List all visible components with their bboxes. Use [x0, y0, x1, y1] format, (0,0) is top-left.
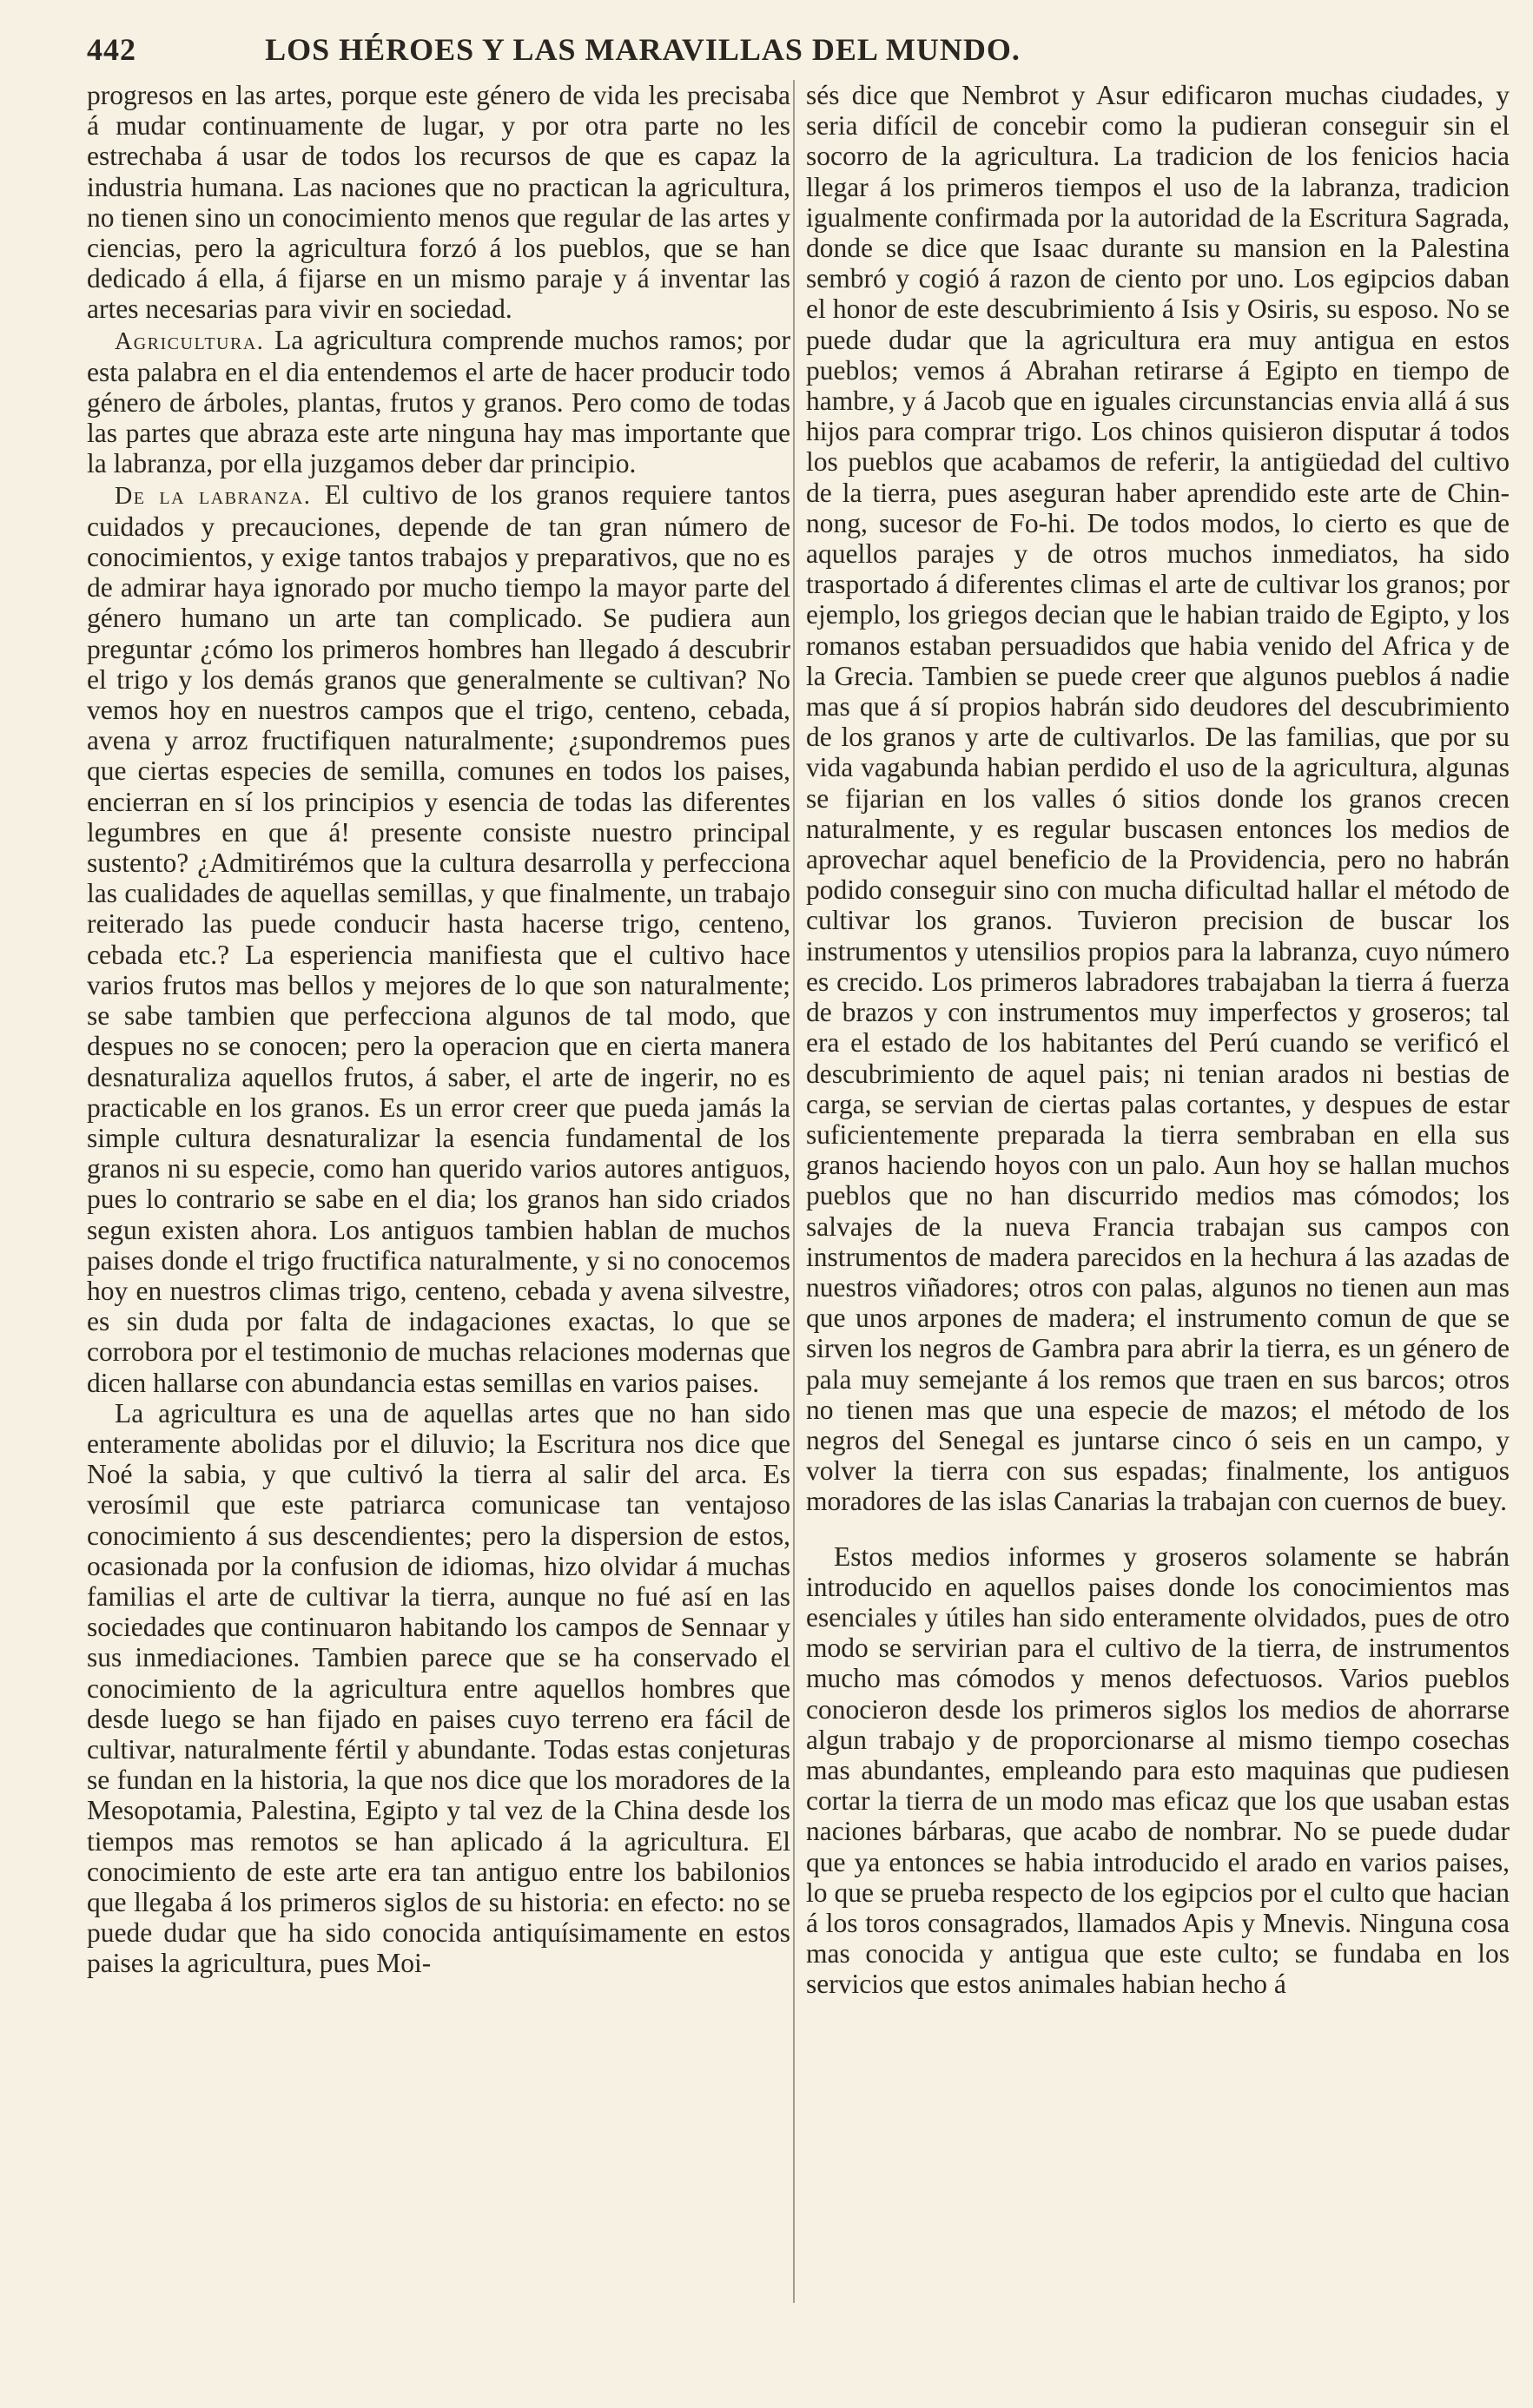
paragraph: Estos medios informes y groseros solamente se habrán introducido en aquellos paises donde los conocimientos mas esenciales y útiles han sido enteramente olvidados, pues de otro modo se servirian para el cultivo de la tierra, de instrumentos mucho mas cómodos y menos defectuosos. Varios pueblos conocieron desde los primeros siglos los medios de ahorrarse algun trabajo y de proporcionarse al mismo tiempo cosechas mas abundantes, empleando para esto maquinas que pudiesen cortar la tierra de un modo mas eficaz que los que usaban estas naciones bárbaras, que acabo de nombrar. No se puede dudar que ya entonces se habia introducido el arado en varios paises, lo que se prueba respecto de los egipcios por el culto que hacian á los toros consagrados, llamados Apis y Mnevis. Ninguna cosa mas conocida y antigua que este culto; se fundaba en los servicios que estos animales habian hecho á	[806, 1540, 1510, 2000]
page-number: 442	[87, 32, 136, 67]
right-column	[806, 80, 1510, 2000]
paragraph: sés dice que Nembrot y Asur edificaron muchas ciudades, y seria difícil de concebir como la pudieran conseguir sin el socorro de la agricultura. La tradicion de los fenicios hacia llegar á los primeros tiempos el uso de la labranza, tradicion igualmente confirmada por la autoridad de la Escritura Sagrada, donde se dice que Isaac durante su mansion en la Palestina sembró y cogió á razon de ciento por uno. Los egipcios daban el honor de este descubrimiento á Isis y Osiris, su esposo. No se puede dudar que la agricultura era muy antigua en estos pueblos; vemos á Abrahan retirarse á Egipto en tiempo de hambre, y á Jacob que en iguales circunstancias envia allá á sus hijos para comprar trigo. Los chinos quisieron disputar á todos los pueblos que acabamos de referir, la antigüedad del cultivo de la tierra, pues aseguran haber aprendido este arte de Chin-nong, sucesor de Fo-hi. De todos modos, lo cierto es que de aquellos parajes y de otros muchos inmediatos, ha sido trasportado á diferentes climas el arte de cultivar los granos; por ejemplo, los griegos decian que le habian traido de Egipto, y los romanos estaban persuadidos que habia venido del Africa y de la Grecia. Tambien se puede creer que algunos pueblos á nadie mas que á sí propios habrán sido deudores del descubrimiento de los granos y arte de cultivarlos. De las familias, que por su vida vagabunda habian perdido el uso de la agricultura, algunas se fijarian en los valles ó sitios donde los granos crecen naturalmente, y es regular buscasen entonces los medios de aprovechar aquel beneficio de la Providencia, pero no habrán podido conseguir sino con mucha dificultad hallar el método de cultivar los granos. Tuvieron precision de buscar los instrumentos y utensilios propios para la labranza, cuyo número es crecido. Los primeros labradores trabajaban la tierra á fuerza de brazos y con instrumentos muy imperfectos y groseros; tal era el estado de los habitantes del Perú cuando se verificó el descubrimiento de aquel pais; ni tenian arados ni bestias de carga, se servian de ciertas palas cortantes, y despues de estar suficientemente preparada la tierra sembraban en ella sus granos haciendo hoyos con un palo. Aun hoy se hallan muchos pueblos que no han discurrido medios mas cómodos; los salvajes de la nueva Francia trabajan sus campos con instrumentos de madera parecidos en la hechura á las azadas de nuestros viñadores; otros con palas, algunos no tienen aun mas que unos arpones de madera; el instrumento comun de que se sirven los negros de Gambra para abrir la tierra, es un género de pala muy semejante á los remos que traen en sus barcos; otros no tienen mas que una especie de mazos; el método de los negros del Senegal es juntarse cinco ó seis en un campo, y volver la tierra con sus espadas; finalmente, los antiguos moradores de las islas Canarias la trabajan con cuernos de buey.	[806, 80, 1510, 1517]
section-text: La agricultura comprende muchos ramos; por esta palabra en el dia entendemos el arte de hacer producir todo género de árboles, plantas, frutos y granos. Pero como de todas las partes que abraza este arte ninguna hay mas importante que la labranza, por ella juzgamos deber dar principio.	[87, 324, 790, 479]
column-divider	[793, 80, 795, 2303]
section-heading: Agricultura.	[115, 327, 265, 355]
labranza-section	[87, 479, 790, 1398]
section-heading: De la labranza.	[115, 482, 312, 510]
paragraph: La agricultura es una de aquellas artes que no han sido enteramente abolidas por el diluvio; la Escritura nos dice que Noé la sabia, y que cultivó la tierra al salir del arca. Es verosímil que este patriarca comunicase tan ventajoso conocimiento á sus descendientes; pero la dispersion de estos, ocasionada por la confusion de idiomas, hizo olvidar á muchas familias el arte de cultivar la tierra, aunque no fué así en las sociedades que continuaron habitando los campos de Sennaar y sus inmediaciones. Tambien parece que se ha conservado el conocimiento de la agricultura entre aquellos hombres que desde luego se han fijado en paises cuyo terreno era fácil de cultivar, naturalmente fértil y abundante. Todas estas conjeturas se fundan en la historia, la que nos dice que los moradores de la Mesopotamia, Palestina, Egipto y tal vez de la China desde los tiempos mas remotos se han aplicado á la agricultura. El conocimiento de este arte era tan antiguo entre los babilonios que llegaba á los primeros siglos de su historia: en efecto: no se puede dudar que ha sido conocida antiquísimamente en estos paises la agricultura, pues Moi-	[87, 1397, 790, 1979]
left-column	[87, 80, 790, 1979]
running-header	[87, 26, 1477, 78]
section-text: El cultivo de los granos requiere tantos cuidados y precauciones, depende de tan gran número de conocimientos, y exige tantos trabajos y preparativos, que no es de admirar haya ignorado por mucho tiempo la mayor parte del género humano un arte tan complicado. Se pudiera aun preguntar ¿cómo los primeros hombres han llegado á descubrir el trigo y los demás granos que generalmente se cultivan? No vemos hoy en nuestros campos que el trigo, centeno, cebada, avena y arroz fructifiquen naturalmente; ¿supondremos pues que ciertas especies de semilla, comunes en todos los paises, encierran en sí los principios y esencia de todas las diferentes legumbres en que á! presente consiste nuestro principal sustento? ¿Admitirémos que la cultura desarrolla y perfecciona las cualidades de aquellas semillas, y que finalmente, un trabajo reiterado las puede conducir hasta hacerse trigo, centeno, cebada etc.? La esperiencia manifiesta que el cultivo hace varios frutos mas bellos y mejores de lo que son naturalmente; se sabe tambien que perfecciona algunos de tal modo, que despues no se conocen; pero la operacion que en cierta manera desnaturaliza aquellos frutos, á saber, el arte de ingerir, no es practicable en los granos. Es un error creer que pueda jamás la simple cultura desnaturalizar la esencia fundamental de los granos ni su especie, como han querido varios autores antiguos, pues lo contrario se sabe en el dia; los granos han sido criados segun existen ahora. Los antiguos tambien hablan de muchos paises donde el trigo fructifica naturalmente, y si no conocemos hoy en nuestros climas trigo, centeno, cebada y avena silvestre, es sin duda por falta de indagaciones exactas, lo que se corrobora por el testimonio de muchas relaciones modernas que dicen hallarse con abundancia estas semillas en varios paises.	[87, 478, 791, 1398]
paragraph: progresos en las artes, porque este género de vida les precisaba á mudar continuamente de lugar, y por otra parte no les estrechaba á usar de todos los recursos de que es capaz la industria humana. Las naciones que no practican la agricultura, no tienen sino un conocimiento menos que regular de las artes y ciencias, pero la agricultura forzó á los pueblos, que se han dedicado á ella, á fijarse en un mismo paraje y á inventar las artes necesarias para vivir en sociedad.	[87, 80, 790, 325]
agricultura-section	[87, 325, 790, 479]
running-title: LOS HÉROES Y LAS MARAVILLAS DEL MUNDO.	[265, 32, 1021, 67]
